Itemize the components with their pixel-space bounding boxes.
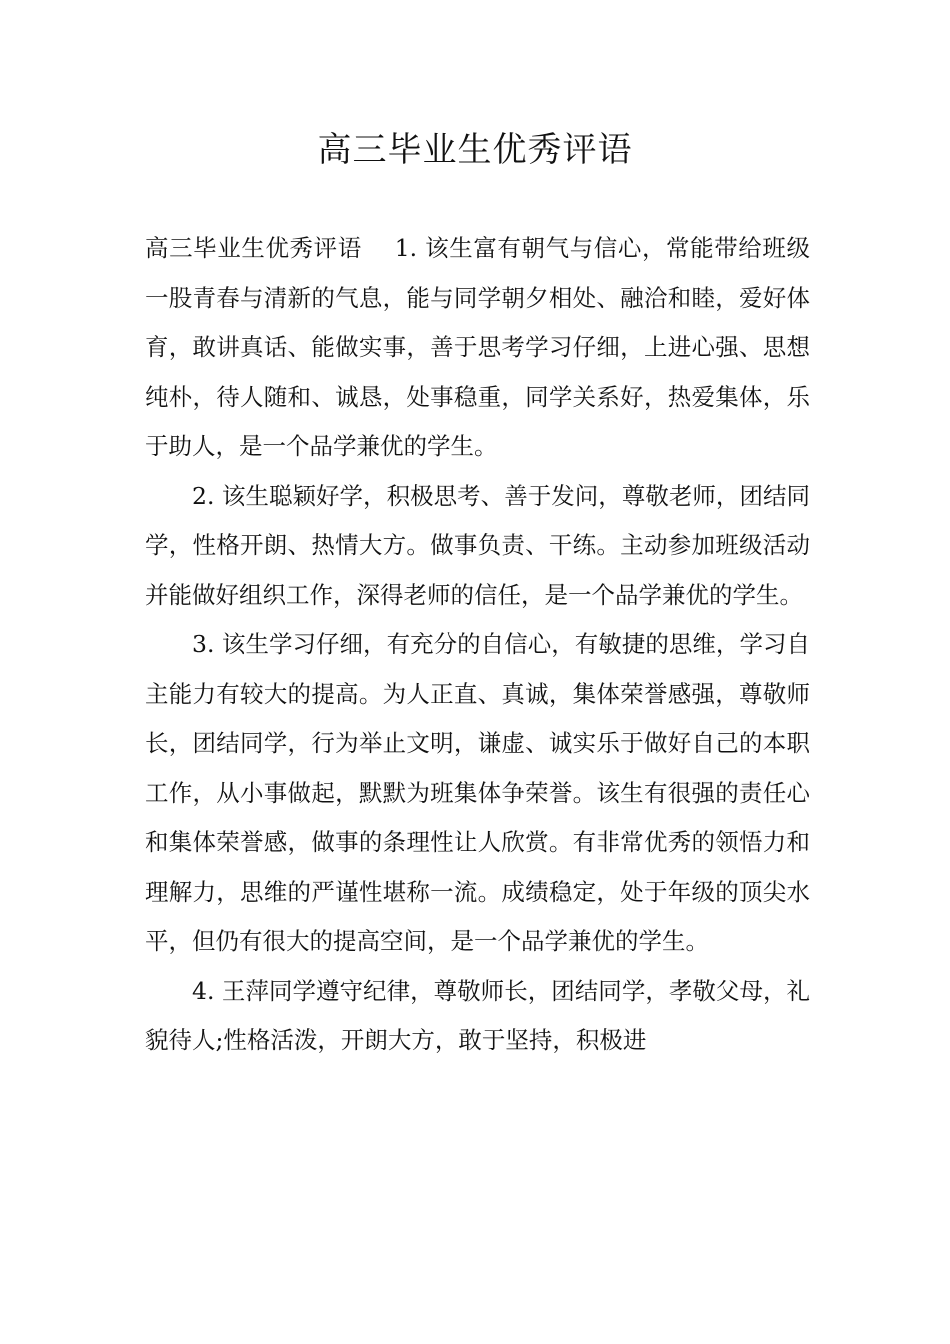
paragraph-3: 3. 该生学习仔细，有充分的自信心，有敏捷的思维，学习自主能力有较大的提高。为人正直、真诚，集体荣誉感强，尊敬师长，团结同学，行为举止文明，谦虚、诚实乐于做好自己的本职工作，从小事做起，默默为班集体争荣誉。该生有很强的责任心和集体荣誉感，做事的条理性让人欣赏。有非常优秀的领悟力和理解力，思维的严谨性堪称一流。成绩稳定，处于年级的顶尖水平，但仍有很大的提高空间，是一个品学兼优的学生。	[145, 630, 810, 955]
paragraph-1-text: 1. 该生富有朝气与信心，常能带给班级一股青春与清新的气息，能与同学朝夕相处、融洽和睦，爱好体育，敢讲真话、能做实事，善于思考学习仔细，上进心强、思想纯朴，待人随和、诚恳，处事稳重，同学关系好，热爱集体，乐于助人，是一个品学兼优的学生。	[145, 234, 810, 460]
paragraph-1	[145, 224, 810, 472]
document-title: 高三毕业生优秀评语	[317, 130, 633, 170]
document-body	[145, 224, 810, 1066]
paragraph-2: 2. 该生聪颖好学，积极思考、善于发问，尊敬老师，团结同学，性格开朗、热情大方。做事负责、干练。主动参加班级活动并能做好组织工作，深得老师的信任，是一个品学兼优的学生。	[145, 481, 810, 609]
paragraph-4: 4. 王萍同学遵守纪律，尊敬师长，团结同学，孝敬父母，礼貌待人;性格活泼，开朗大方，敢于坚持，积极进	[145, 976, 810, 1054]
lead-label: 高三毕业生优秀评语	[145, 234, 362, 262]
